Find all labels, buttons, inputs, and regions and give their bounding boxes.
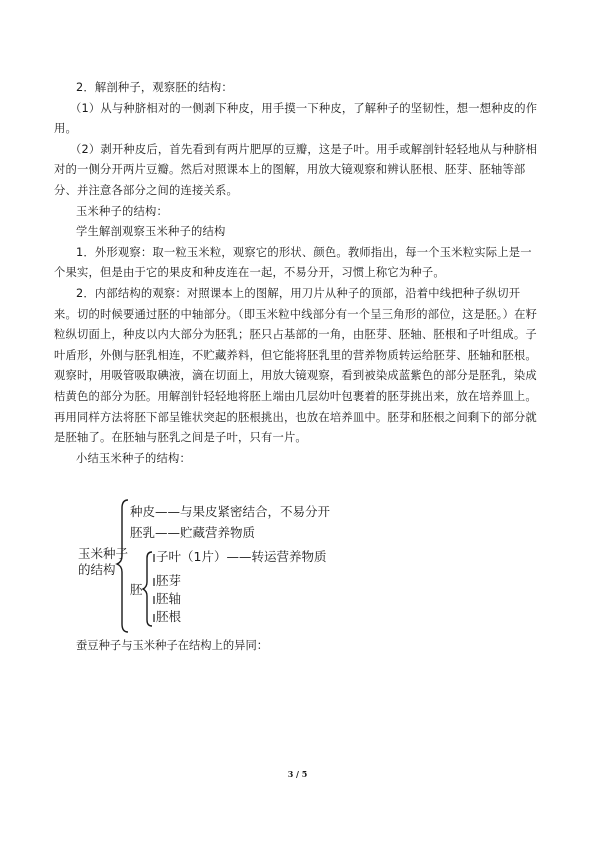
diagram-cotyledon: 子叶（1片）——转运营养物质 <box>156 549 327 564</box>
corn-seed-structure-diagram <box>76 496 376 636</box>
diagram-plumule: 胚芽 <box>156 573 182 588</box>
diagram-radicle: 胚根 <box>156 609 182 624</box>
diagram-seed-coat: 种皮——与果皮紧密结合，不易分开 <box>130 504 331 519</box>
outer-brace <box>117 500 128 632</box>
diagram-embryo: 胚 <box>130 582 143 597</box>
paragraph-student-activity: 学生解剖观察玉米种子的结构 <box>76 225 226 239</box>
diagram-root-line1: 玉米种子 <box>78 546 129 561</box>
page-number: 3 / 5 <box>287 769 308 779</box>
closing-question: 蚕豆种子与玉米种子在结构上的异同： <box>76 639 269 652</box>
section-heading-dissect: 2．解剖种子，观察胚的结构： <box>76 81 233 94</box>
inner-brace <box>143 552 152 626</box>
paragraph-external-observation: 1．外形观察：取一粒玉米粒，观察它的形状、颜色。教师指出，每一个玉米粒实际上是一个果实，但是由于它的果皮和种皮连在一起，不易分开，习惯上称它为种子。 <box>54 245 532 280</box>
paragraph-step-2: （2）剥开种皮后，首先看到有两片肥厚的豆瓣，这是子叶。用手或解剖针轻轻地从与种脐相对的一侧分开两片豆瓣。然后对照课本上的图解，用放大镜观察和辨认胚根、胚芽、胚轴等部分、并注意各部分之间的连接关系。 <box>54 142 538 197</box>
paragraph-step-1: （1）从与种脐相对的一侧剥下种皮，用手摸一下种皮，了解种子的坚韧性，想一想种皮的作用。 <box>54 101 538 136</box>
diagram-root-line2: 的结构 <box>78 562 116 577</box>
diagram-hypocotyl: 胚轴 <box>156 591 182 606</box>
section-heading-corn: 玉米种子的结构： <box>76 204 168 218</box>
document-body <box>54 78 542 469</box>
paragraph-internal-observation: 2．内部结构的观察：对照课本上的图解，用刀片从种子的顶部，沿着中线把种子纵切开来。切的时候要通过胚的中轴部分。（即玉米粒中线部分有一个呈三角形的部位，这是胚。）在籽粒纵切面上，种皮以内大部分为胚乳；胚只占基部的一角，由胚芽、胚轴、胚根和子叶组成。子叶盾形，外侧与胚乳相连，不贮藏养料，但它能将胚乳里的营养物质转运给胚芽、胚轴和胚根。观察时，用吸管吸取碘液，滴在切面上，用放大镜观察，看到被染成蓝紫色的部分是胚乳，染成桔黄色的部分为胚。用解剖针轻轻地将胚上端由几层幼叶包裹着的胚芽挑出来，放在培养皿上。再用同样方法将胚下部呈锥状突起的胚根挑出，也放在培养皿中。胚芽和胚根之间剩下的部分就是胚轴了。在胚轴与胚乳之间是子叶，只有一片。 <box>54 286 538 445</box>
closing-section <box>54 636 542 657</box>
section-heading-summary: 小结玉米种子的结构： <box>76 451 191 465</box>
diagram-endosperm: 胚乳——贮藏营养物质 <box>130 525 256 540</box>
